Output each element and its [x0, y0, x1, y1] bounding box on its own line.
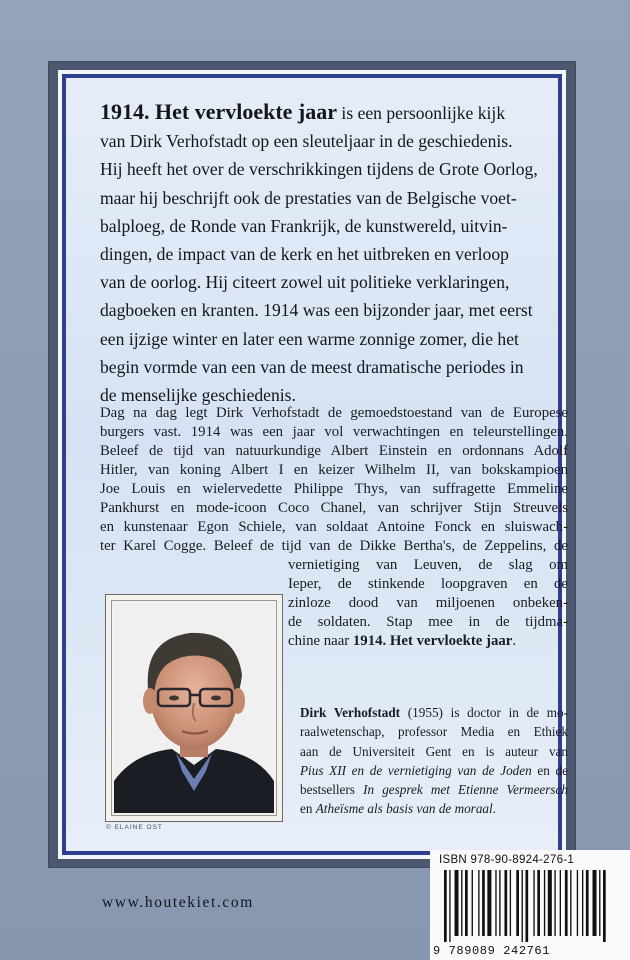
barcode: [440, 870, 626, 942]
barcode-bar: [586, 870, 589, 936]
barcode-bar: [449, 870, 450, 942]
body-line: Pankhurst en mode-icoon Coco Chanel, van schrijver Stijn Streuvels: [100, 500, 568, 516]
intro-paragraph: [100, 98, 568, 409]
closing-book-title: 1914. Het vervloekte jaar: [352, 633, 513, 649]
intro-line: van de oorlog. Hij citeert zowel uit politieke verklaringen,: [100, 272, 510, 293]
barcode-bar: [522, 870, 523, 942]
body-line: de soldaten. Stap mee in de tijdma-: [288, 614, 568, 630]
book-title: Pius XII en de vernietiging van de Joden: [300, 762, 532, 778]
author-bio: Dirk Verhofstadt (1955) is doctor in de mo- raalwetenschap, professor Media en Ethiek aan de Universiteit Gent en is auteur van Pius XII en de vernietiging van de Joden en de bestsellers In gesprek met Etienne Vermeersch en Atheïsme als basis van de moraal.: [300, 705, 568, 817]
barcode-bar: [495, 870, 496, 936]
barcode-bar: [516, 870, 519, 936]
barcode-bar: [525, 870, 528, 942]
body-line: Beleef de tijd van natuurkundige Albert Einstein en ordonnans Adolf: [100, 443, 568, 459]
barcode-bar: [537, 870, 540, 936]
body-line: Hitler, van koning Albert I en keizer Wilhelm II, van bokskampioen: [100, 462, 568, 478]
intro-line: dingen, de impact van de kerk en het uitbreken en verloop: [100, 244, 509, 265]
barcode-bar: [478, 870, 479, 936]
intro-line: een ijzige winter en later een warme zonnige zomer, die het: [100, 328, 519, 349]
barcode-bar: [548, 870, 552, 936]
barcode-bar: [593, 870, 597, 936]
barcode-bar: [472, 870, 473, 936]
body-closing-line: chine naar 1914. Het vervloekte jaar.: [288, 633, 517, 649]
intro-line: is een persoonlijke kijk: [337, 103, 506, 123]
book-title: Atheïsme als basis van de moraal: [315, 801, 493, 817]
author-photo: [114, 603, 274, 813]
intro-line: maar hij beschrijft ook de prestaties van de Belgische voet-: [100, 187, 517, 208]
barcode-bar: [487, 870, 491, 936]
body-line: burgers vast. 1914 was een jaar vol verwachtingen en teleurstellingen.: [100, 424, 568, 440]
barcode-bar: [499, 870, 500, 936]
body-line: Ieper, de stinkende loopgraven en de: [288, 576, 568, 592]
author-name: Dirk Verhofstadt: [300, 705, 401, 720]
intro-line: de menselijke geschiedenis.: [100, 385, 296, 406]
book-title: In gesprek met Etienne Vermeersch: [363, 782, 568, 798]
barcode-bar: [533, 870, 534, 936]
photo-credit: © ELAINE OST: [106, 824, 163, 831]
barcode-bar: [554, 870, 555, 936]
isbn-label: ISBN 978-90-8924-276-1: [439, 854, 575, 866]
body-line: ter Karel Cogge. Beleef de tijd van de Dikke Bertha's, de Zeppelins, de: [100, 538, 568, 554]
barcode-bar: [465, 870, 468, 936]
barcode-bar: [444, 870, 447, 942]
barcode-bar: [560, 870, 561, 936]
barcode-bar: [582, 870, 583, 936]
body-line: vernietiging van Leuven, de slag om: [288, 557, 568, 573]
barcode-bar: [510, 870, 511, 936]
author-photo-frame: [105, 594, 283, 822]
barcode-bar: [482, 870, 485, 936]
publisher-url: www.houtekiet.com: [102, 894, 254, 911]
intro-line: begin vormde van een van de meest dramatische periodes in: [100, 356, 524, 377]
intro-line: balploeg, de Ronde van Frankrijk, de kunstwereld, uitvin-: [100, 215, 508, 236]
body-line: en kunstenaar Egon Schiele, van soldaat Antoine Fonck en sluiswach-: [100, 519, 568, 535]
intro-line: van Dirk Verhofstadt op een sleuteljaar in de geschiedenis.: [100, 131, 513, 152]
barcode-bar: [544, 870, 545, 936]
intro-line: Hij heeft het over de verschrikkingen tijdens de Grote Oorlog,: [100, 159, 538, 180]
intro-line: dagboeken en kranten. 1914 was een bijzonder jaar, met eerst: [100, 300, 533, 321]
barcode-bar: [570, 870, 571, 936]
barcode-bar: [461, 870, 462, 936]
barcode-bar: [565, 870, 568, 936]
body-line: Joe Louis en wielervedette Philippe Thys, van suffragette Emmeline: [100, 481, 568, 497]
barcode-digits: 9 789089 242761: [433, 944, 551, 958]
intro-lead-title: 1914. Het vervloekte jaar: [100, 99, 338, 124]
barcode-bar: [577, 870, 578, 936]
barcode-bar: [455, 870, 459, 936]
barcode-bar: [504, 870, 507, 936]
body-line: Dag na dag legt Dirk Verhofstadt de gemoedstoestand van de Europese: [100, 405, 568, 421]
barcode-bar: [599, 870, 600, 936]
barcode-bar: [603, 870, 606, 942]
body-line: zinloze dood van miljoenen onbeken-: [288, 595, 568, 611]
author-portrait: [114, 603, 274, 813]
text-panel: [66, 78, 568, 851]
